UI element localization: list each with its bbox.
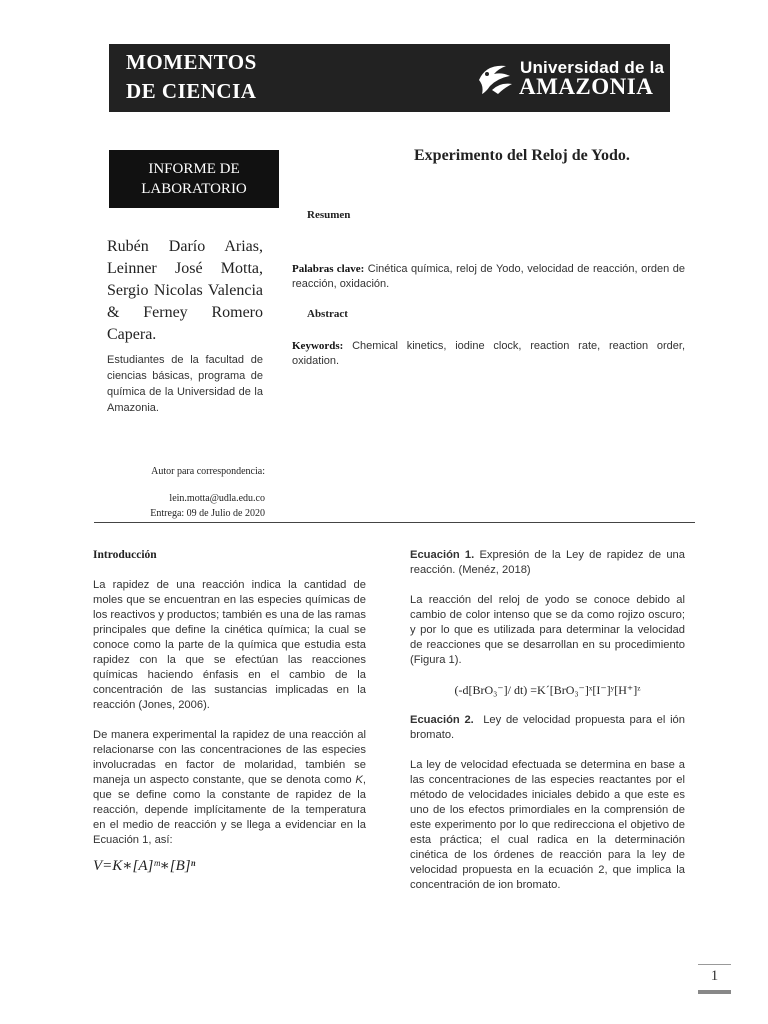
equation-2: (-d[BrO₃⁻]/ dt) =K´[BrO₃⁻]ˣ[I⁻]ʸ[H⁺]ᶻ [454,683,641,697]
right-paragraph-1: La reacción del reloj de yodo se conoce debido al cambio de color intenso que se da como rojizo oscuro; y por lo que es utilizada para determinar la velocidad de reacciones que se desarrollan en su procedimiento (Figura 1). [410,594,685,666]
intro-paragraph-2-b: , que se define como la constante de rapidez de la reacción, depende implícitamente de la temperatura en el medio de reacción y se llega a evidenciar en la Ecuación 1, así: [93,774,366,846]
equation-2-label: Ecuación 2. [410,714,474,726]
author-email[interactable]: lein.motta@udla.edu.co [169,493,265,504]
intro-paragraph-2 [93,728,366,848]
right-paragraph-2: La ley de velocidad efectuada se determina en base a las concentraciones de las especies reactantes por el método de velocidades iniciales debido a que este es uno de los efectos primordiales en la comprensión de este experimento por lo que redirecciona el objetivo de esta práctica; el cual radica en la determinación cinética de los órdenes de reacción para la ley de velocidad propuesta en la ecuación 2, que implica la concentración de ion bromato. [410,759,685,891]
correspondence-label: Autor para correspondencia: [151,466,265,477]
keywords [292,339,685,369]
page-number-rule-bottom [698,990,731,994]
university-name-line1: Universidad de la [520,58,665,77]
left-column [93,548,366,874]
keywords-text: Chemical kinetics, iodine clock, reaction rate, reaction order, oxidation. [292,340,685,367]
intro-heading: Introducción [93,549,157,561]
palabras-clave-text: Cinética química, reloj de Yodo, velocidad de reacción, orden de reacción, oxidación. [292,263,685,290]
page-number-rule-top [698,964,731,965]
equation-1-caption-text: Expresión de la Ley de rapidez de una reacción. (Menéz, 2018) [410,549,685,576]
palabras-clave-label: Palabras clave: [292,263,365,275]
affiliation: Estudiantes de la facultad de ciencias básicas, programa de química de la Universidad de la Amazonia. [107,354,263,414]
page-number: 1 [710,968,719,984]
equation-2-caption-text: Ley de velocidad propuesta para el ión bromato. [410,714,685,741]
right-column [410,548,685,908]
intro-paragraph-1: La rapidez de una reacción indica la cantidad de moles que se encuentran en las especies químicas de los reactivos y productos; también es una de las ramas principales que define la cinética química; la cual se conoce como la parte de la química que estudia esta rapidez con la que se efectúan las reacciones químicas haciendo énfasis en el cambio de la concentración de las sustancias implicadas en la reacción (Jones, 2006). [93,579,366,711]
report-type-line2: LABORATORIO [141,181,247,197]
resumen-heading: Resumen [307,209,351,221]
equation-1: V=K∗[A]ᵐ∗[B]ⁿ [93,858,196,874]
paper-title: Experimento del Reloj de Yodo. [414,147,630,164]
journal-title [126,48,286,106]
constant-k: K [355,774,363,786]
equation-1-label: Ecuación 1. [410,549,475,561]
report-type-box [109,150,279,208]
palabras-clave [292,262,685,292]
section-divider [94,522,695,523]
university-name-line2: AMAZONIA [519,74,654,99]
keywords-label: Keywords: [292,340,344,352]
journal-title-line1: MOMENTOS [126,50,257,74]
university-logo-icon [476,60,514,98]
intro-paragraph-2-a: De manera experimental la rapidez de una reacción al relacionarse con las concentraciones de las especies involucradas en factor de molaridad, también se maneja un aspecto constante, que se denota como [93,729,366,786]
abstract-heading: Abstract [307,308,348,320]
delivery-date: Entrega: 09 de Julio de 2020 [150,508,265,519]
authors: Rubén Darío Arias, Leinner José Motta, Sergio Nicolas Valencia & Ferney Romero Capera. [107,238,263,343]
equation-1-caption [410,548,685,578]
journal-title-line2: DE CIENCIA [126,79,257,103]
equation-2-caption [410,713,685,743]
report-type-line1: INFORME DE [148,161,240,177]
